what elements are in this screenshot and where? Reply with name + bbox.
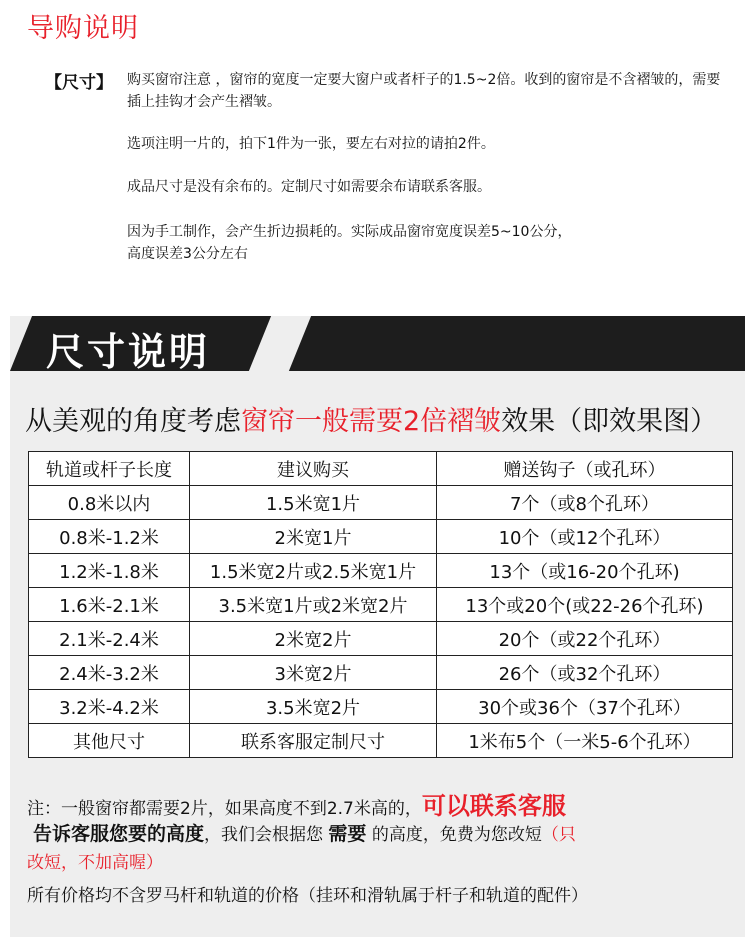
note-3-red: 改短，不加高喔） [27, 853, 163, 873]
size-guide-panel [10, 316, 745, 937]
table-cell: 7个（或8个孔环） [437, 486, 733, 520]
table-row [29, 520, 733, 554]
table-cell: 2.4米-3.2米 [29, 656, 190, 690]
note-2-red: （只 [541, 825, 576, 845]
note-line-3 [27, 848, 163, 878]
table-cell: 20个（或22个孔环） [437, 622, 733, 656]
table-header-cell: 轨道或杆子长度 [29, 452, 190, 486]
table-cell: 1.6米-2.1米 [29, 588, 190, 622]
note-line-4 [27, 881, 588, 911]
table-row [29, 690, 733, 724]
size-paragraph-4 [127, 221, 727, 265]
table-cell: 0.8米以内 [29, 486, 190, 520]
table-cell: 1米布5个（一米5-6个孔环） [437, 724, 733, 758]
headline [25, 399, 717, 438]
note-2-text1: ，我们会根据您 [204, 825, 329, 845]
table-row [29, 656, 733, 690]
table-cell: 10个（或12个孔环） [437, 520, 733, 554]
size-label: 【尺寸】 [45, 73, 113, 93]
note-line-2 [33, 819, 576, 850]
table-cell: 1.2米-1.8米 [29, 554, 190, 588]
headline-highlight: 窗帘一般需要2倍褶皱 [241, 406, 502, 437]
table-cell: 26个（或32个孔环） [437, 656, 733, 690]
table-row [29, 724, 733, 758]
note-2-bold: 告诉客服您要的高度 [33, 823, 205, 845]
contact-service-highlight: 可以联系客服 [421, 792, 566, 820]
table-cell: 13个（或16-20个孔环) [437, 554, 733, 588]
table-header-cell: 建议购买 [190, 452, 437, 486]
table-row [29, 486, 733, 520]
headline-part3: 效果（即效果图） [501, 406, 718, 437]
table-cell: 13个或20个(或22-26个孔环) [437, 588, 733, 622]
note-2-text2: 的高度，免费为您改短 [366, 825, 542, 845]
table-header-row [29, 452, 733, 486]
size-table [28, 451, 733, 758]
note-1-text: 注：一般窗帘都需要2片，如果高度不到2.7米高的， [27, 799, 422, 819]
table-row [29, 588, 733, 622]
table-cell: 3.5米宽2片 [190, 690, 437, 724]
note-4-text: 所有价格均不含罗马杆和轨道的价格（挂环和滑轨属于杆子和轨道的配件） [27, 886, 588, 906]
table-row [29, 554, 733, 588]
size-paragraph-4-line1: 因为手工制作，会产生折边损耗的。实际成品窗帘宽度误差5~10公分， [127, 224, 572, 240]
banner-title: 尺寸说明 [46, 330, 211, 374]
size-paragraph-4-line2: 高度误差3公分左右 [127, 246, 248, 262]
table-cell: 1.5米宽2片或2.5米宽1片 [190, 554, 437, 588]
table-cell: 2米宽1片 [190, 520, 437, 554]
table-row [29, 622, 733, 656]
table-header-cell: 赠送钩子（或孔环） [437, 452, 733, 486]
table-cell: 3.2米-4.2米 [29, 690, 190, 724]
table-cell: 3米宽2片 [190, 656, 437, 690]
guide-title: 导购说明 [27, 13, 139, 44]
table-cell: 0.8米-1.2米 [29, 520, 190, 554]
headline-part1: 从美观的角度考虑 [25, 406, 241, 437]
size-paragraph-1: 购买窗帘注意 ，窗帘的宽度一定要大窗户或者杆子的1.5~2倍。收到的窗帘是不含褶皱的，需要插上挂钩才会产生褶皱。 [127, 72, 721, 110]
note-2-bold2: 需要 [328, 823, 367, 845]
size-paragraph-3: 成品尺寸是没有余布的。定制尺寸如需要余布请联系客服。 [127, 179, 491, 195]
size-paragraph-2: 选项注明一片的，拍下1件为一张，要左右对拉的请拍2件。 [127, 136, 495, 152]
table-cell: 30个或36个（37个孔环） [437, 690, 733, 724]
table-cell: 其他尺寸 [29, 724, 190, 758]
table-cell: 2.1米-2.4米 [29, 622, 190, 656]
table-cell: 3.5米宽1片或2米宽2片 [190, 588, 437, 622]
table-cell: 1.5米宽1片 [190, 486, 437, 520]
table-cell: 联系客服定制尺寸 [190, 724, 437, 758]
table-cell: 2米宽2片 [190, 622, 437, 656]
